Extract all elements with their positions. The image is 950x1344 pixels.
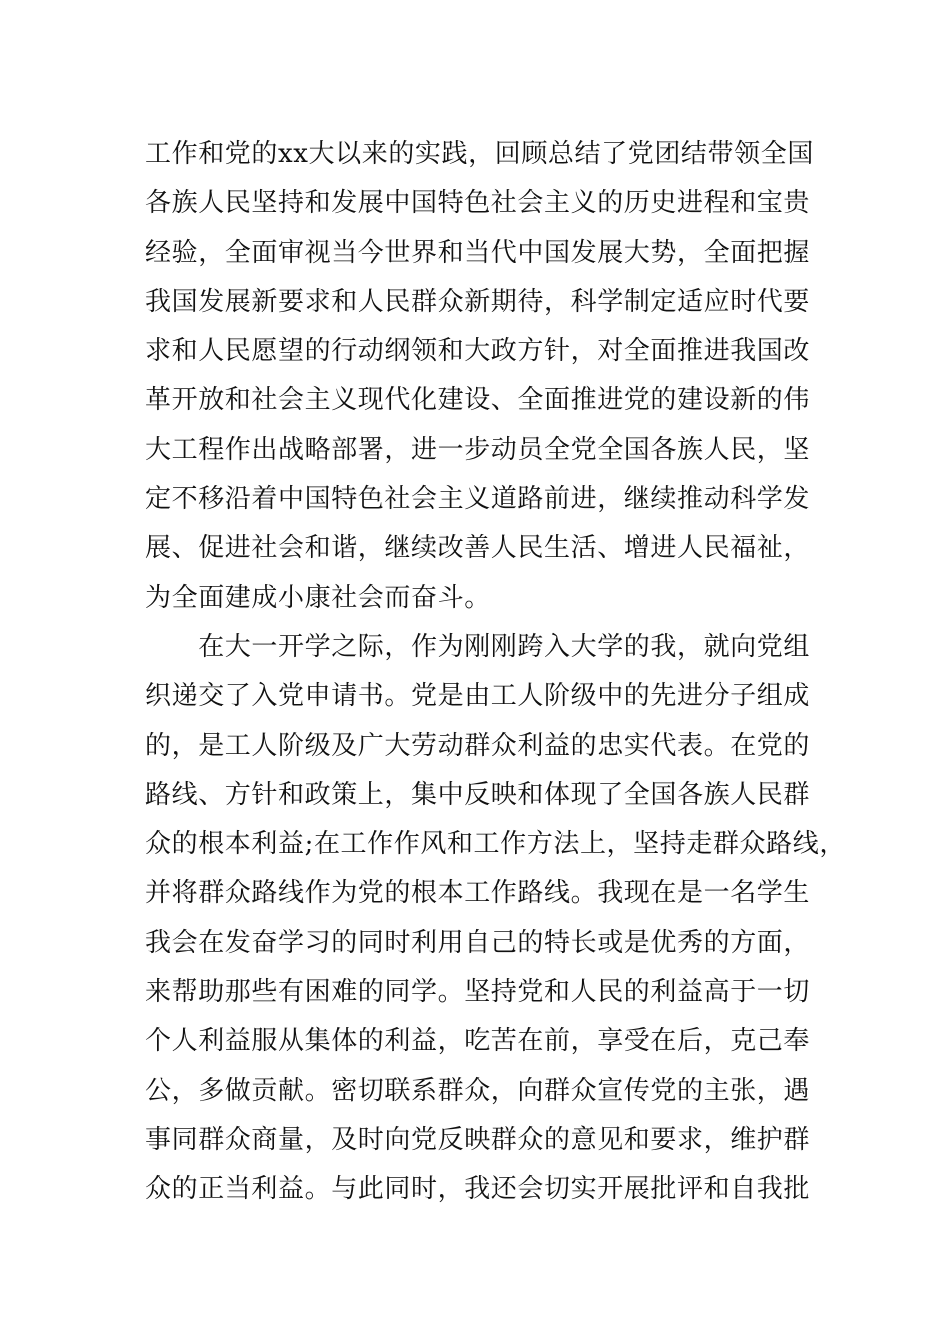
text-line-17: 我会在发奋学习的同时利用自己的特长或是优秀的方面，	[145, 927, 811, 958]
text-line-20: 公，多做贡献。密切联系群众，向群众宣传党的主张，遇	[145, 1075, 811, 1106]
text-line-3: 经验，全面审视当今世界和当代中国发展大势，全面把握	[145, 237, 811, 268]
text-line-7: 大工程作出战略部署，进一步动员全党全国各族人民，坚	[145, 434, 811, 465]
text-line-15: 众的根本利益;在工作作风和工作方法上，坚持走群众路线，	[145, 829, 846, 860]
text-line-14: 路线、方针和政策上，集中反映和体现了全国各族人民群	[145, 779, 811, 810]
text-line-4: 我国发展新要求和人民群众新期待，科学制定适应时代要	[145, 286, 811, 317]
text-line-22: 众的正当利益。与此同时，我还会切实开展批评和自我批	[145, 1174, 811, 1205]
text-line-21: 事同群众商量，及时向党反映群众的意见和要求，维护群	[145, 1124, 811, 1155]
text-line-18: 来帮助那些有困难的同学。坚持党和人民的利益高于一切	[145, 977, 811, 1008]
text-line-5: 求和人民愿望的行动纲领和大政方针，对全面推进我国改	[145, 336, 811, 367]
text-line-13: 的，是工人阶级及广大劳动群众利益的忠实代表。在党的	[145, 730, 811, 761]
text-line-19: 个人利益服从集体的利益，吃苦在前，享受在后，克己奉	[145, 1026, 811, 1057]
text-line-6: 革开放和社会主义现代化建设、全面推进党的建设新的伟	[145, 385, 811, 416]
text-line-11: 在大一开学之际，作为刚刚跨入大学的我，就向党组	[145, 631, 811, 662]
text-line-16: 并将群众路线作为党的根本工作路线。我现在是一名学生	[145, 878, 811, 909]
text-line-2: 各族人民坚持和发展中国特色社会主义的历史进程和宝贵	[145, 188, 811, 219]
text-line-9: 展、促进社会和谐，继续改善人民生活、增进人民福祉，	[145, 533, 811, 564]
text-line-10: 为全面建成小康社会而奋斗。	[145, 582, 491, 613]
body-text	[145, 130, 846, 1215]
text-line-12: 织递交了入党申请书。党是由工人阶级中的先进分子组成	[145, 681, 811, 712]
text-line-8: 定不移沿着中国特色社会主义道路前进，继续推动科学发	[145, 484, 811, 515]
text-line-1: 工作和党的xx大以来的实践，回顾总结了党团结带领全国	[145, 139, 814, 169]
